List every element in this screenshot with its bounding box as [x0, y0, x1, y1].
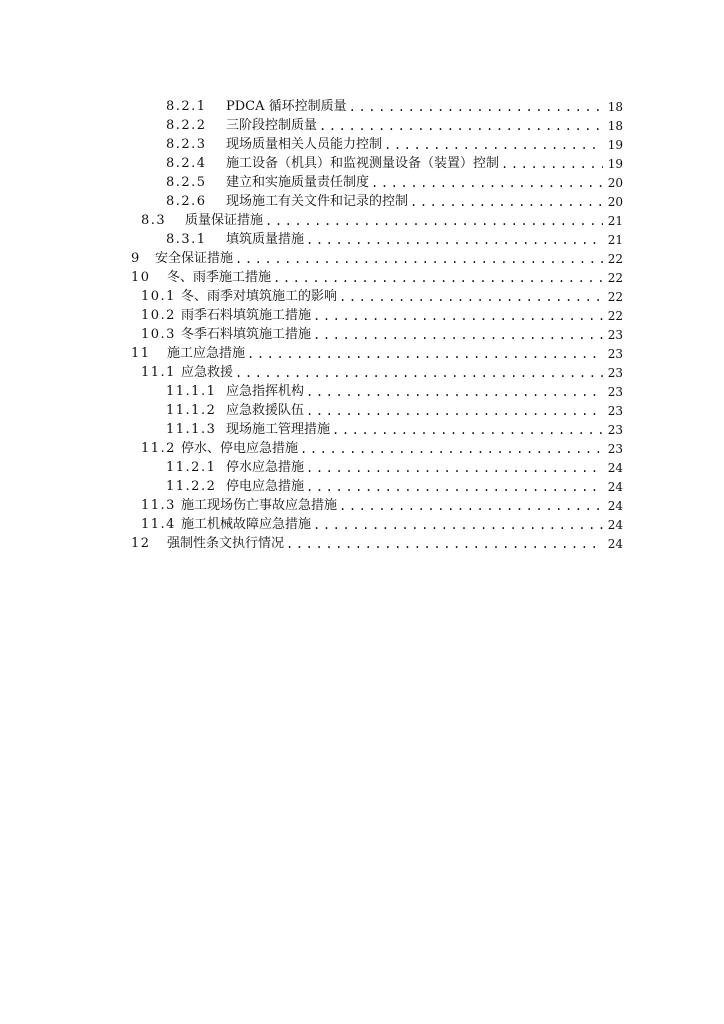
toc-dot-leader	[235, 365, 603, 381]
toc-entry-number: 10.3	[141, 327, 176, 342]
toc-entry-page: 23	[607, 366, 623, 380]
toc-entry-number: 8.2.4	[166, 156, 207, 171]
toc-entry-number: 11.3	[141, 498, 176, 513]
toc-entry-page: 19	[607, 138, 623, 152]
toc-dot-leader	[300, 441, 603, 457]
toc-entry-title: 停电应急措施	[226, 479, 305, 494]
toc-entry-number: 10	[131, 270, 151, 285]
toc-entry-11-1-3[interactable]	[166, 419, 623, 438]
toc-entry-page: 22	[607, 271, 623, 285]
toc-entry-number: 9	[131, 251, 141, 266]
toc-entry-page: 24	[607, 518, 623, 532]
toc-entry-page: 23	[607, 442, 623, 456]
toc-entry-11-2-2[interactable]	[166, 476, 623, 495]
toc-entry-title: 施工设备（机具）和监视测量设备（装置）控制	[226, 156, 500, 171]
toc-entry-title: 施工机械故障应急措施	[181, 517, 312, 532]
toc-entry-page: 23	[607, 347, 623, 361]
toc-entry-title: 强制性条文执行情况	[167, 536, 285, 551]
toc-entry-page: 24	[607, 537, 623, 551]
toc-entry-number: 12	[131, 536, 151, 551]
toc-dot-leader	[306, 479, 603, 495]
toc-entry-title: 施工应急措施	[167, 346, 246, 361]
toc-entry-11-1-2[interactable]	[166, 400, 623, 419]
toc-entry-page: 19	[607, 157, 623, 171]
toc-entry-11-3[interactable]	[141, 495, 623, 514]
toc-dot-leader	[501, 156, 603, 172]
toc-entry-8-2-1[interactable]	[166, 96, 623, 115]
toc-entry-title: 建立和实施质量责任制度	[226, 175, 370, 190]
toc-entry-number: 8.3.1	[166, 232, 207, 247]
toc-entry-title: 停水、停电应急措施	[181, 441, 299, 456]
toc-entry-9[interactable]	[131, 248, 623, 267]
toc-dot-leader	[410, 194, 603, 210]
toc-entry-title: 冬、雨季对填筑施工的影响	[181, 289, 338, 304]
toc-entry-11-1[interactable]	[141, 362, 623, 381]
toc-entry-page: 24	[607, 461, 623, 475]
toc-entry-title: PDCA 循环控制质量	[226, 99, 347, 114]
toc-entry-number: 11	[131, 346, 151, 361]
toc-entry-title: 现场施工有关文件和记录的控制	[226, 194, 409, 209]
toc-entry-page: 22	[607, 252, 623, 266]
toc-entry-page: 23	[607, 328, 623, 342]
toc-entry-number: 8.3	[141, 213, 167, 228]
toc-dot-leader	[339, 498, 603, 514]
toc-dot-leader	[306, 460, 603, 476]
toc-entry-11-1-1[interactable]	[166, 381, 623, 400]
toc-entry-title: 雨季石料填筑施工措施	[181, 308, 312, 323]
toc-entry-page: 21	[607, 214, 623, 228]
toc-entry-title: 停水应急措施	[226, 460, 305, 475]
toc-entry-title: 冬、雨季施工措施	[167, 270, 272, 285]
toc-dot-leader	[273, 270, 603, 286]
toc-entry-11-4[interactable]	[141, 514, 623, 533]
toc-entry-8-2-5[interactable]	[166, 172, 623, 191]
toc-dot-leader	[306, 232, 603, 248]
toc-entry-number: 8.2.2	[166, 118, 207, 133]
toc-entry-11-2[interactable]	[141, 438, 623, 457]
toc-entry-10-3[interactable]	[141, 324, 623, 343]
toc-entry-number: 8.2.1	[166, 99, 207, 114]
toc-entry-page: 22	[607, 290, 623, 304]
toc-dot-leader	[235, 251, 603, 267]
toc-dot-leader	[339, 289, 603, 305]
toc-entry-number: 11.2.1	[166, 460, 217, 475]
toc-entry-title: 安全保证措施	[155, 251, 234, 266]
toc-entry-title: 冬季石料填筑施工措施	[181, 327, 312, 342]
toc-dot-leader	[384, 137, 603, 153]
toc-dot-leader	[286, 536, 603, 552]
toc-entry-title: 应急指挥机构	[226, 384, 305, 399]
toc-dot-leader	[332, 422, 603, 438]
toc-entry-title: 填筑质量措施	[226, 232, 305, 247]
toc-entry-number: 8.2.3	[166, 137, 207, 152]
toc-entry-number: 10.1	[141, 289, 176, 304]
toc-dot-leader	[371, 175, 603, 191]
toc-entry-page: 23	[607, 385, 623, 399]
toc-entry-page: 20	[607, 176, 623, 190]
toc-entry-8-3-1[interactable]	[166, 229, 623, 248]
toc-entry-10-1[interactable]	[141, 286, 623, 305]
toc-entry-title: 施工现场伤亡事故应急措施	[181, 498, 338, 513]
toc-entry-page: 22	[607, 309, 623, 323]
toc-entry-title: 现场质量相关人员能力控制	[226, 137, 383, 152]
toc-entry-8-2-3[interactable]	[166, 134, 623, 153]
toc-entry-title: 质量保证措施	[185, 213, 264, 228]
toc-entry-number: 11.1	[141, 365, 176, 380]
toc-entry-8-2-6[interactable]	[166, 191, 623, 210]
toc-entry-number: 11.2	[141, 441, 176, 456]
toc-dot-leader	[313, 517, 603, 533]
toc-entry-title: 三阶段控制质量	[226, 118, 318, 133]
toc-entry-number: 10.2	[141, 308, 176, 323]
toc-entry-number: 8.2.5	[166, 175, 207, 190]
toc-entry-10-2[interactable]	[141, 305, 623, 324]
toc-entry-page: 21	[607, 233, 623, 247]
toc-entry-10[interactable]	[131, 267, 623, 286]
toc-dot-leader	[265, 213, 603, 229]
toc-entry-8-2-4[interactable]	[166, 153, 623, 172]
toc-dot-leader	[306, 384, 603, 400]
toc-entry-8-2-2[interactable]	[166, 115, 623, 134]
toc-entry-page: 20	[607, 195, 623, 209]
toc-dot-leader	[313, 308, 603, 324]
toc-entry-page: 23	[607, 404, 623, 418]
toc-entry-number: 11.1.2	[166, 403, 217, 418]
toc-entry-number: 11.2.2	[166, 479, 217, 494]
toc-entry-8-3[interactable]	[141, 210, 623, 229]
toc-dot-leader	[313, 327, 603, 343]
toc-entry-page: 24	[607, 480, 623, 494]
toc-entry-number: 11.4	[141, 517, 176, 532]
toc-entry-title: 应急救援	[181, 365, 234, 380]
table-of-contents	[0, 96, 724, 552]
toc-entry-number: 11.1.3	[166, 422, 217, 437]
toc-dot-leader	[247, 346, 603, 362]
toc-entry-11-2-1[interactable]	[166, 457, 623, 476]
toc-dot-leader	[349, 99, 603, 115]
toc-entry-title: 现场施工管理措施	[226, 422, 331, 437]
toc-entry-11[interactable]	[131, 343, 623, 362]
toc-entry-number: 11.1.1	[166, 384, 217, 399]
toc-dot-leader	[306, 403, 603, 419]
toc-entry-page: 24	[607, 499, 623, 513]
toc-entry-page: 23	[607, 423, 623, 437]
toc-entry-number: 8.2.6	[166, 194, 207, 209]
toc-entry-page: 18	[607, 100, 623, 114]
toc-entry-page: 18	[607, 119, 623, 133]
toc-entry-title: 应急救援队伍	[226, 403, 305, 418]
toc-dot-leader	[319, 118, 603, 134]
toc-entry-12[interactable]	[131, 533, 623, 552]
